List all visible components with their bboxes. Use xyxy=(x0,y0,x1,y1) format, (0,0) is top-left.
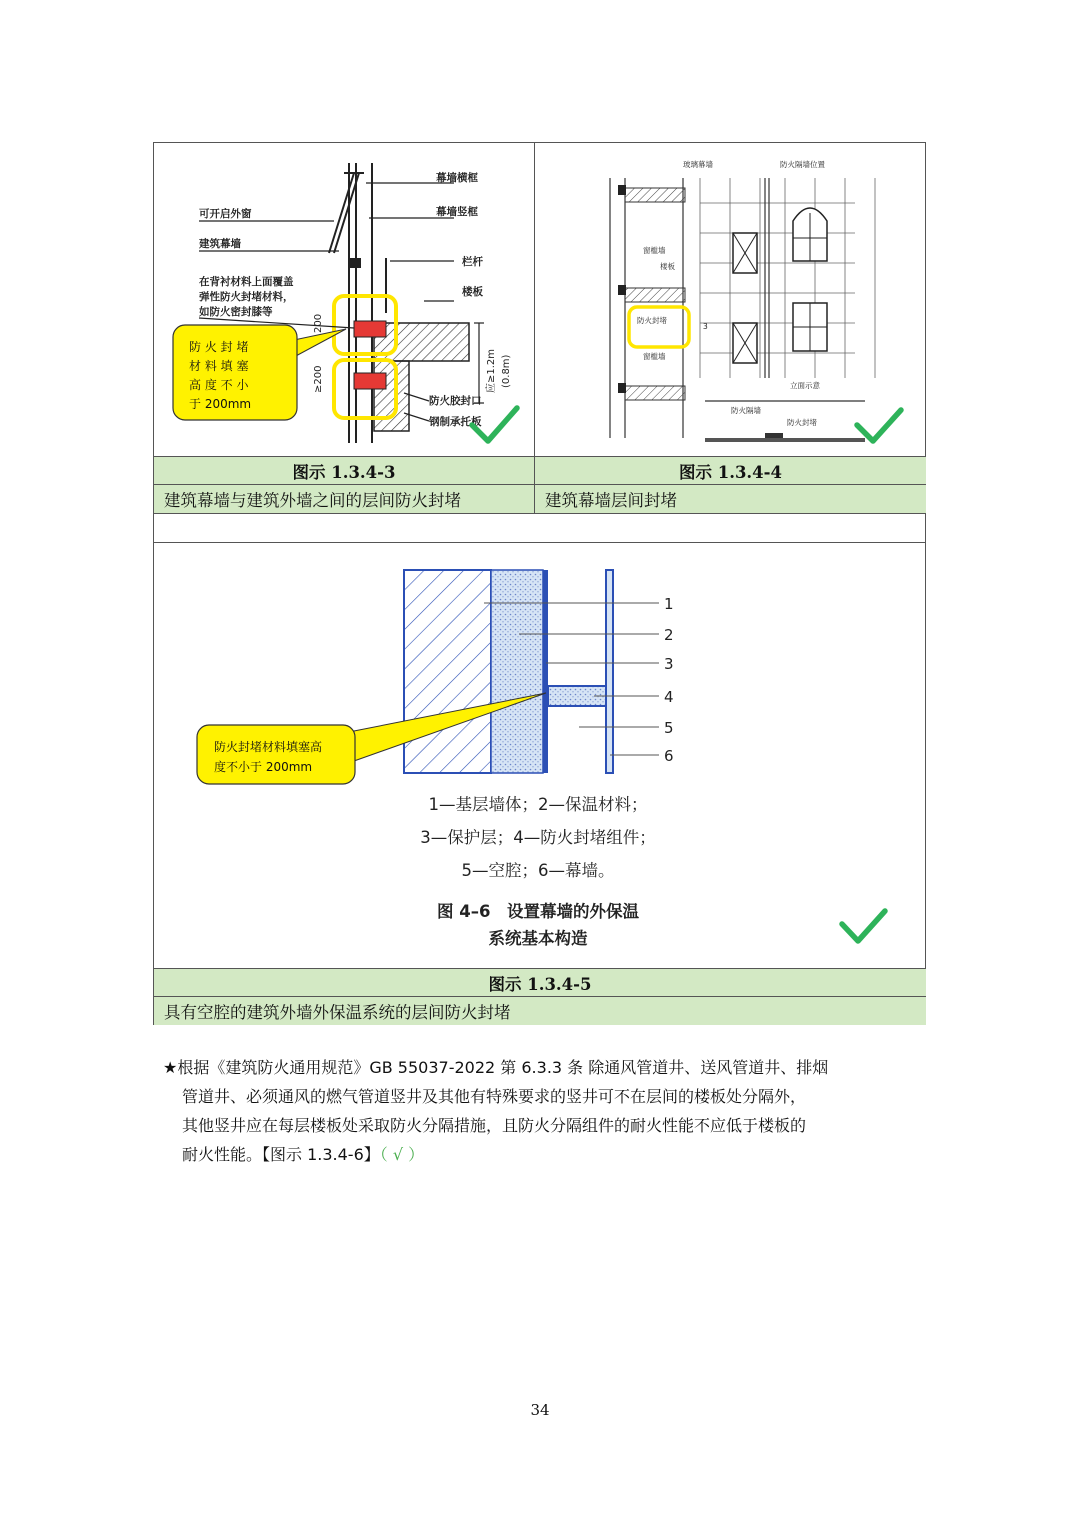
figure-1-3-4-5-caption: 具有空腔的建筑外墙外保温系统的层间防火封堵 xyxy=(154,997,926,1025)
label-note-3: 如防火密封膝等 xyxy=(199,306,273,318)
legend-line-2: 3—保护层；4—防火封堵组件； xyxy=(420,828,656,847)
empty-row xyxy=(154,514,926,542)
note-line: ★根据《建筑防火通用规范》GB 55037-2022 第 6.3.3 条 除通风管道井、送风管道井、排烟 xyxy=(163,1058,829,1077)
check-icon xyxy=(857,410,901,441)
label-note-1: 在背衬材料上面覆盖 xyxy=(199,276,294,288)
figure-1-3-4-5-title: 图示 1.3.4-5 xyxy=(154,969,926,996)
number-5: 5 xyxy=(664,719,674,737)
divider xyxy=(154,456,925,457)
legend-line-1: 1—基层墙体；2—保温材料； xyxy=(428,795,648,814)
label-mullion: 幕墙竖框 xyxy=(436,206,478,218)
figure-title-line-2: 系统基本构造 xyxy=(488,929,588,948)
note-last-text: 耐火性能。【图示 1.3.4-6】 xyxy=(182,1145,380,1164)
label-dim-200-min: ≥200 xyxy=(313,365,324,393)
figure-title-line-1: 图 4–6 设置幕墙的外保温 xyxy=(437,902,639,921)
label-fire-partition-position: 防火隔墙位置 xyxy=(780,160,825,169)
figure-1-3-4-4-caption: 建筑幕墙层间封堵 xyxy=(535,485,926,513)
label-marker: 3 xyxy=(703,322,708,331)
number-3: 3 xyxy=(664,655,674,673)
figure-1-3-4-4-title: 图示 1.3.4-4 xyxy=(535,457,926,484)
label-floor-slab: 楼板 xyxy=(462,286,483,298)
check-icon xyxy=(842,911,885,941)
divider xyxy=(154,996,925,997)
label-railing: 栏杆 xyxy=(462,256,483,268)
legend-line-3: 5—空腔；6—幕墙。 xyxy=(461,861,615,880)
callout-line-2: 材 料 填 塞 xyxy=(189,359,249,373)
label-glass-curtain-wall: 玻璃幕墙 xyxy=(683,160,713,169)
callout-line-3: 高 度 不 小 xyxy=(189,378,249,392)
callout-line-1: 防 火 封 堵 xyxy=(189,340,249,354)
label-steel-plate: 钢制承托板 xyxy=(429,416,482,428)
figure-1-3-4-5-image xyxy=(154,543,926,968)
label-spandrel-wall-bottom: 窗槛墙 xyxy=(643,352,666,361)
label-floor-slab: 楼板 xyxy=(660,262,675,271)
label-fire-seal: 防火封堵 xyxy=(637,316,667,325)
label-fire-wall: 防火隔墙 xyxy=(731,406,761,415)
divider xyxy=(154,968,925,969)
note-line: 其他竖井应在每层楼板处采取防火分隔措施，且防火分隔组件的耐火性能不应低于楼板的 xyxy=(182,1116,807,1135)
note-check-mark: （ √ ） xyxy=(379,1145,425,1164)
callout-line-4: 于 200mm xyxy=(189,397,252,411)
label-fire-seal: 防火胶封口 xyxy=(429,395,482,407)
number-2: 2 xyxy=(664,626,674,644)
divider xyxy=(154,513,925,514)
divider xyxy=(154,484,925,485)
label-spandrel-wall-top: 窗槛墙 xyxy=(643,246,666,255)
figure-table xyxy=(153,142,926,1025)
figure-1-3-4-4-image xyxy=(535,143,926,456)
number-6: 6 xyxy=(664,747,674,765)
label-dim-height-alt: (0.8m) xyxy=(501,354,512,388)
label-crossbeam: 幕墙横框 xyxy=(436,172,478,184)
divider xyxy=(154,542,925,543)
label-note-2: 弹性防火封堵材料， xyxy=(199,291,294,303)
divider xyxy=(534,143,535,513)
regulation-note xyxy=(163,1053,923,1169)
number-4: 4 xyxy=(664,688,674,706)
note-line-last xyxy=(163,1140,923,1169)
label-curtain-wall: 建筑幕墙 xyxy=(199,238,241,250)
label-elevation: 立面示意 xyxy=(790,381,820,390)
highlight-box xyxy=(629,307,689,347)
figure-1-3-4-3-title: 图示 1.3.4-3 xyxy=(154,457,534,484)
note-line: 管道井、必须通风的燃气管道竖井及其他有特殊要求的竖井可不在层间的楼板处分隔外， xyxy=(182,1087,807,1106)
label-openable-window: 可开启外窗 xyxy=(199,208,252,220)
label-dim-height: 应≥1.2m xyxy=(486,348,497,393)
figure-1-3-4-3-caption: 建筑幕墙与建筑外墙之间的层间防火封堵 xyxy=(154,485,534,513)
label-fire-seal-bottom: 防火封堵 xyxy=(787,418,817,427)
page-number: 34 xyxy=(530,1401,550,1419)
label-dim-200: 200 xyxy=(313,313,324,333)
callout-line-2: 度不小于 200mm xyxy=(214,760,313,774)
figure-1-3-4-3-image xyxy=(154,143,534,456)
callout-box xyxy=(197,725,355,784)
number-1: 1 xyxy=(664,595,674,613)
callout-line-1: 防火封堵材料填塞高 xyxy=(214,740,323,754)
